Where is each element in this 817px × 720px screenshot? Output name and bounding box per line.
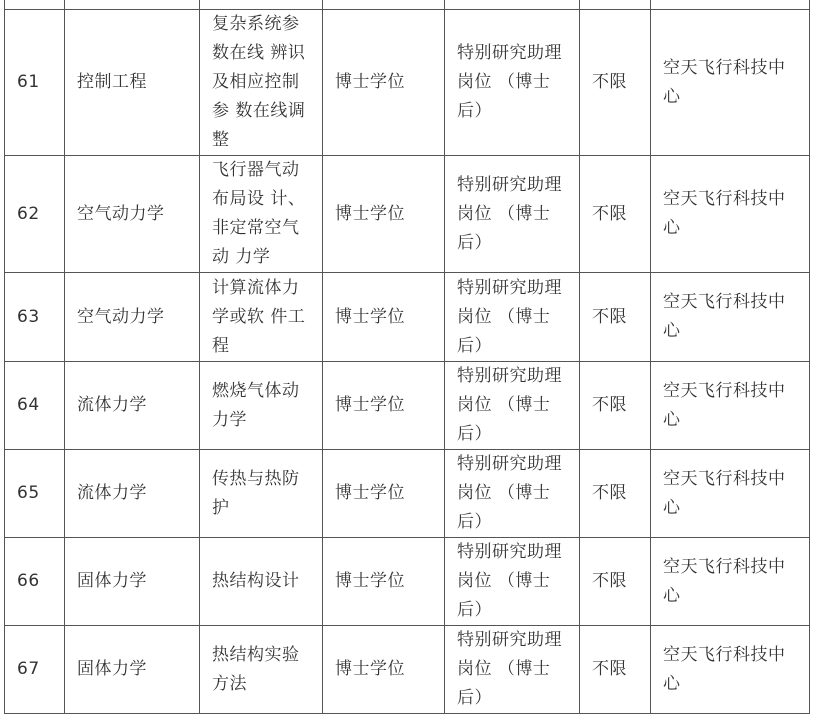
research-direction-cell: 飞行器气动布局设 计、非定常空气动 力学 <box>200 156 323 273</box>
limit-cell: 不限 <box>580 10 651 156</box>
unit-cell: 空天飞行科技中心 <box>651 156 810 273</box>
degree-cell: 博士学位 <box>323 273 445 362</box>
research-direction-cell: 复杂系统参数在线 辨识及相应控制参 数在线调整 <box>200 10 323 156</box>
major-cell: 流体力学 <box>65 450 200 538</box>
unit-cell: 空天飞行科技中心 <box>651 273 810 362</box>
major-cell: 固体力学 <box>65 626 200 714</box>
research-direction-cell: 燃烧气体动力学 <box>200 362 323 450</box>
position-cell: 特别研究助理岗位 （博士后） <box>445 273 580 362</box>
degree-cell: 博士学位 <box>323 450 445 538</box>
table-row <box>5 10 810 156</box>
position-cell: 特别研究助理岗位 （博士后） <box>445 450 580 538</box>
table-row <box>5 538 810 626</box>
limit-cell: 不限 <box>580 538 651 626</box>
previous-row-stub <box>5 0 810 10</box>
limit-cell: 不限 <box>580 273 651 362</box>
research-direction-cell: 计算流体力学或软 件工程 <box>200 273 323 362</box>
degree-cell: 博士学位 <box>323 156 445 273</box>
row-number: 63 <box>5 273 65 362</box>
row-number: 66 <box>5 538 65 626</box>
limit-cell: 不限 <box>580 626 651 714</box>
table-row <box>5 450 810 538</box>
major-cell: 流体力学 <box>65 362 200 450</box>
limit-cell: 不限 <box>580 362 651 450</box>
row-number: 67 <box>5 626 65 714</box>
unit-cell: 空天飞行科技中心 <box>651 362 810 450</box>
degree-cell: 博士学位 <box>323 538 445 626</box>
table-row <box>5 156 810 273</box>
unit-cell: 空天飞行科技中心 <box>651 626 810 714</box>
major-cell: 固体力学 <box>65 538 200 626</box>
limit-cell: 不限 <box>580 450 651 538</box>
major-cell: 空气动力学 <box>65 156 200 273</box>
degree-cell: 博士学位 <box>323 626 445 714</box>
position-cell: 特别研究助理岗位 （博士后） <box>445 10 580 156</box>
unit-cell: 空天飞行科技中心 <box>651 10 810 156</box>
row-number: 61 <box>5 10 65 156</box>
row-number: 64 <box>5 362 65 450</box>
table-row <box>5 626 810 714</box>
recruitment-table <box>4 0 810 714</box>
table-row <box>5 273 810 362</box>
degree-cell: 博士学位 <box>323 362 445 450</box>
position-cell: 特别研究助理岗位 （博士后） <box>445 156 580 273</box>
research-direction-cell: 热结构实验方法 <box>200 626 323 714</box>
unit-cell: 空天飞行科技中心 <box>651 538 810 626</box>
table-body <box>5 0 810 714</box>
position-cell: 特别研究助理岗位 （博士后） <box>445 538 580 626</box>
table-row <box>5 362 810 450</box>
position-cell: 特别研究助理岗位 （博士后） <box>445 362 580 450</box>
limit-cell: 不限 <box>580 156 651 273</box>
row-number: 65 <box>5 450 65 538</box>
unit-cell: 空天飞行科技中心 <box>651 450 810 538</box>
major-cell: 空气动力学 <box>65 273 200 362</box>
degree-cell: 博士学位 <box>323 10 445 156</box>
row-number: 62 <box>5 156 65 273</box>
research-direction-cell: 热结构设计 <box>200 538 323 626</box>
major-cell: 控制工程 <box>65 10 200 156</box>
research-direction-cell: 传热与热防护 <box>200 450 323 538</box>
position-cell: 特别研究助理岗位 （博士后） <box>445 626 580 714</box>
